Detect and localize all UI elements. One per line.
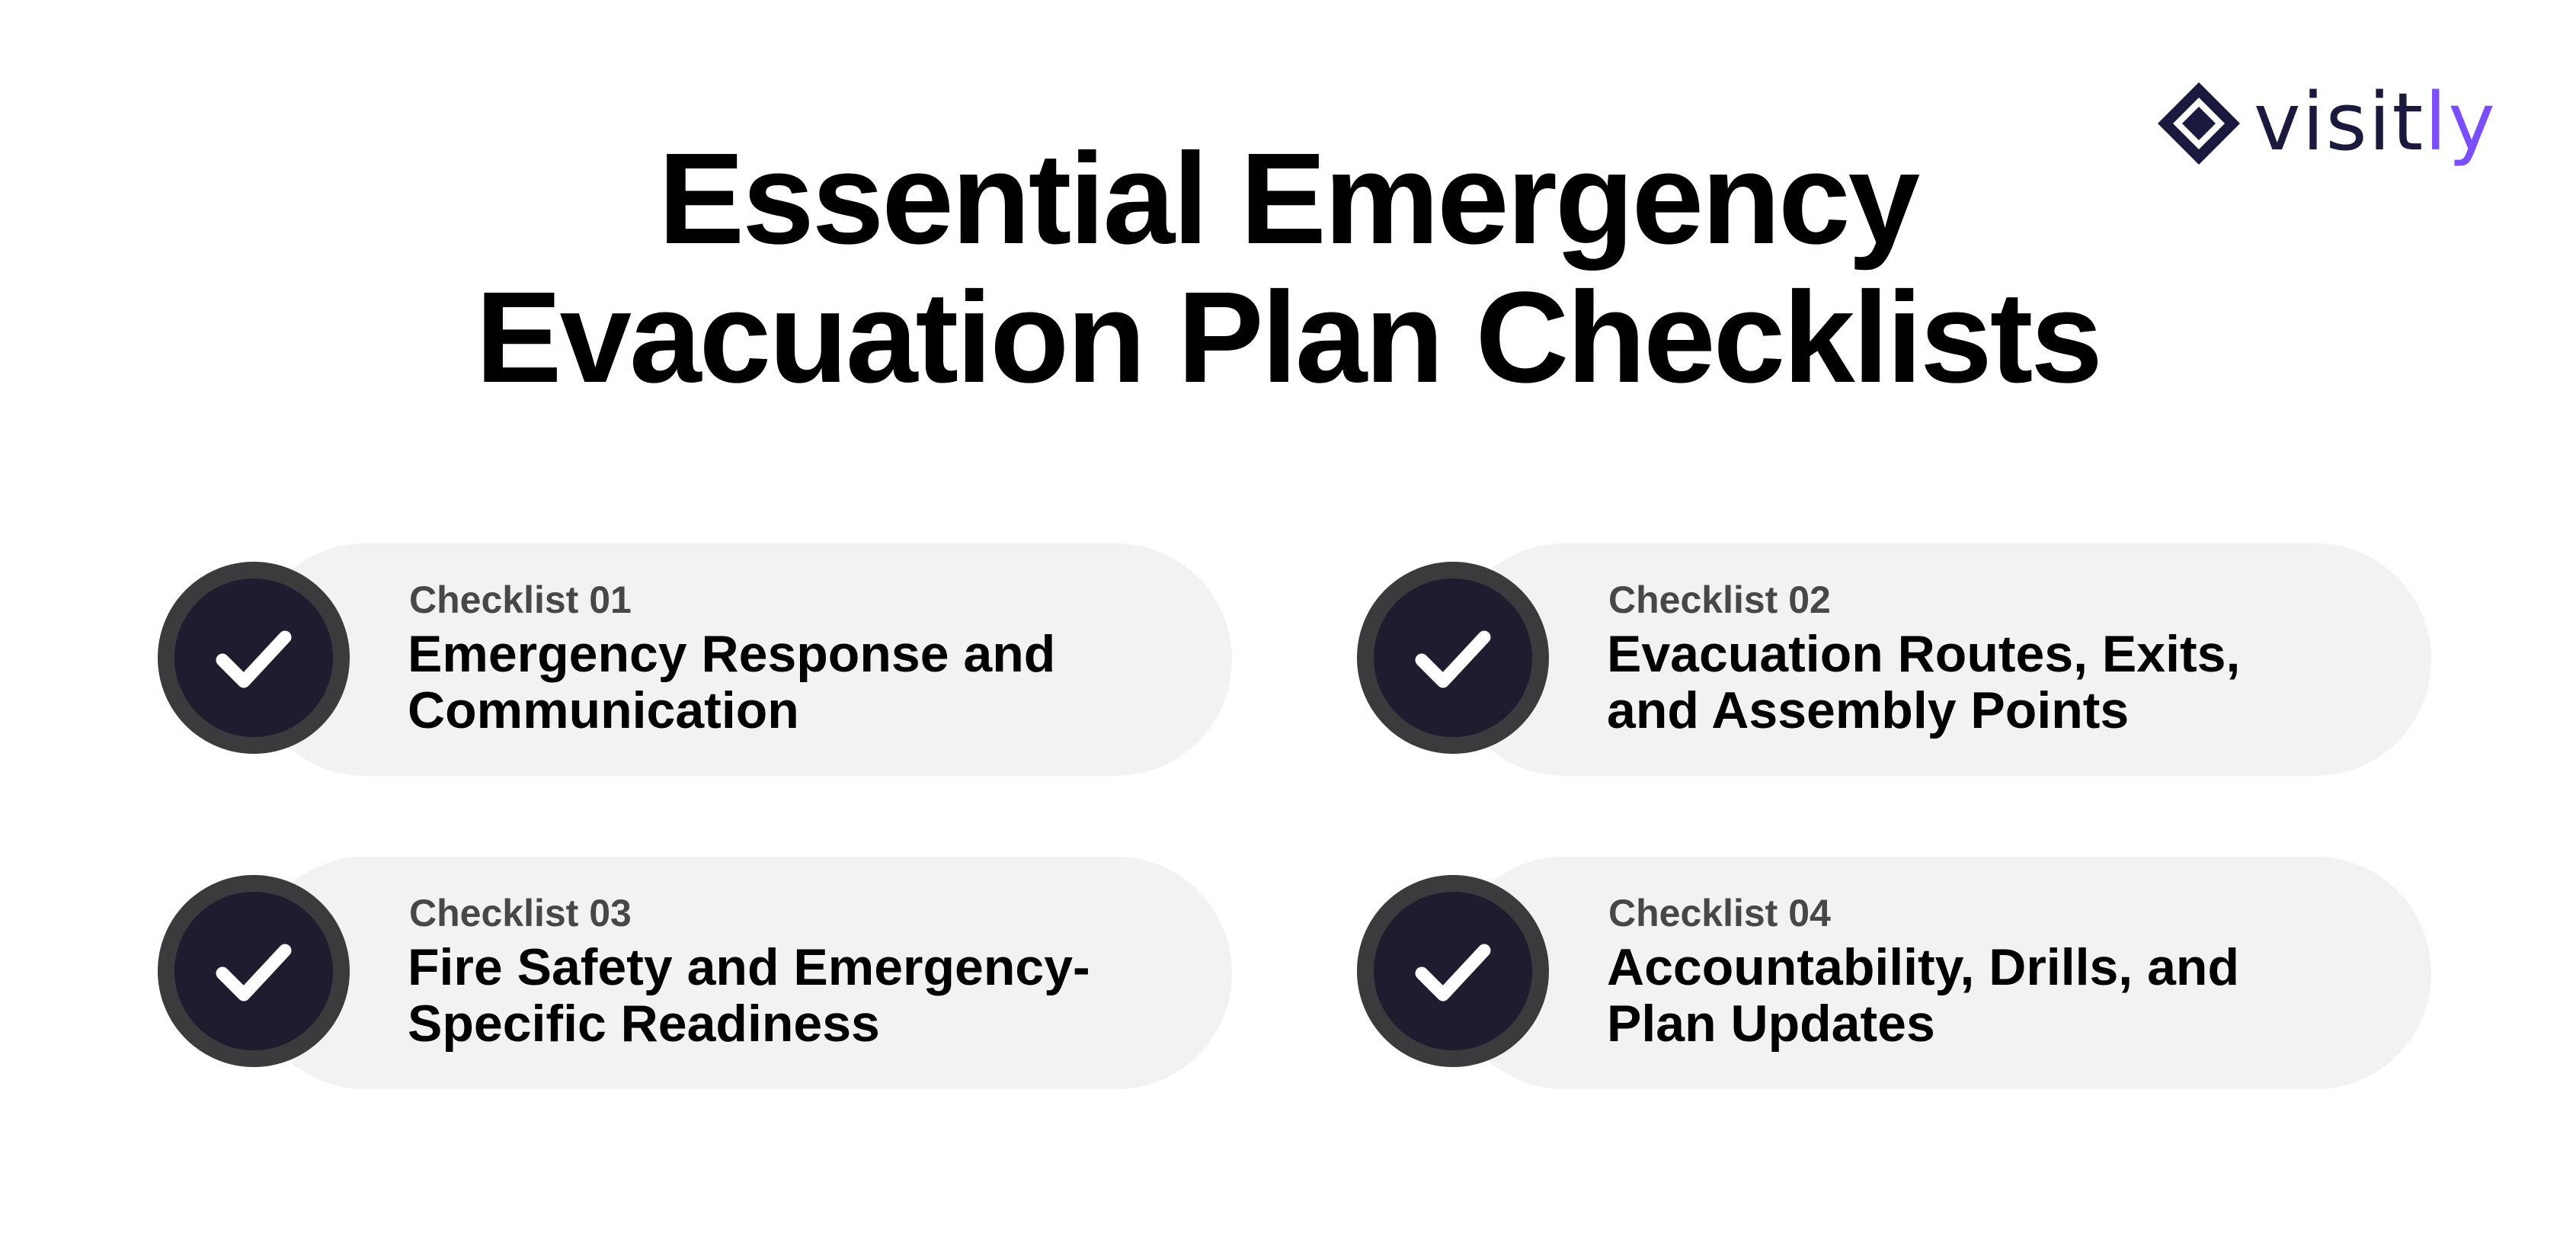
checklist-label: Checklist 04: [1608, 892, 1831, 934]
checklist-label: Checklist 01: [409, 579, 632, 621]
checklist-title-line-2: and Assembly Points: [1607, 681, 2130, 739]
checklist-check-badge: [1357, 562, 1549, 754]
checklist-card-03: [158, 857, 1179, 1089]
checklist-card-04: [1357, 857, 2378, 1089]
checkmark-icon: [1411, 929, 1495, 1013]
checklist-check-badge: [158, 562, 350, 754]
checklist-label: Checklist 02: [1608, 579, 1831, 621]
checklist-check-badge: [1357, 875, 1549, 1067]
checklist-title-line-1: Evacuation Routes, Exits,: [1607, 625, 2241, 683]
checkmark-icon: [1411, 616, 1495, 700]
checklist-title: [408, 939, 1090, 1052]
logo-text-accent: ly: [2424, 75, 2497, 168]
checklist-title-line-1: Accountability, Drills, and: [1607, 938, 2239, 996]
checklist-title-line-2: Plan Updates: [1607, 995, 1935, 1053]
checklist-title: [1607, 626, 2240, 739]
visitly-logo: [2156, 75, 2497, 168]
checklist-card-02: [1357, 543, 2378, 776]
checklist-label: Checklist 03: [409, 892, 632, 934]
visitly-wordmark: [2254, 76, 2497, 168]
page-title: [0, 127, 2576, 410]
checklist-title-line-1: Emergency Response and: [408, 625, 1056, 683]
visitly-diamond-logo-icon: [2156, 81, 2242, 166]
checkmark-icon: [212, 616, 296, 700]
page-title-line-1: Essential Emergency: [658, 127, 1918, 271]
checklist-title-line-1: Fire Safety and Emergency-: [408, 938, 1090, 996]
logo-text-main: visit: [2254, 75, 2425, 168]
checklist-check-badge: [158, 875, 350, 1067]
checklist-title: [408, 626, 1055, 739]
checklist-title-line-2: Communication: [408, 681, 799, 739]
checklist-title: [1607, 939, 2239, 1052]
checklist-title-line-2: Specific Readiness: [408, 995, 880, 1053]
page-title-line-2: Evacuation Plan Checklists: [475, 265, 2101, 410]
checkmark-icon: [212, 929, 296, 1013]
checklist-card-01: [158, 543, 1179, 776]
